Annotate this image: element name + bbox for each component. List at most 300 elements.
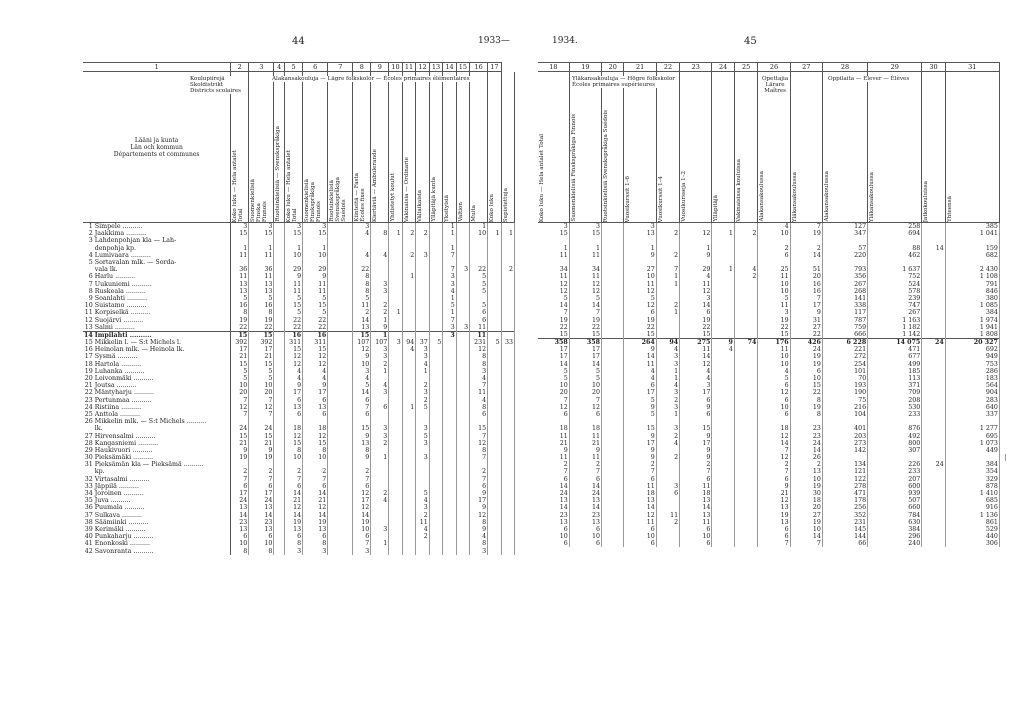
col-number-row xyxy=(83,63,515,72)
cell-value: 4 xyxy=(680,368,712,375)
cell-value: 11 xyxy=(624,281,656,288)
cell-value: 7 xyxy=(470,432,488,439)
column-header xyxy=(470,72,488,223)
cell-value xyxy=(371,237,389,244)
cell-value: 6 xyxy=(353,483,371,490)
municipality-name: vala lk. xyxy=(94,266,231,273)
cell-value: 11 xyxy=(538,252,569,259)
cell-value: 6 xyxy=(231,483,249,490)
cell-value: 258 xyxy=(868,223,922,231)
cell-value: 2 xyxy=(416,230,429,237)
column-header-text: Muita xyxy=(471,205,478,222)
cell-value xyxy=(758,237,790,244)
cell-value: 178 xyxy=(822,497,867,504)
row-number: 6 xyxy=(88,273,93,281)
cell-value xyxy=(488,397,501,404)
cell-value: 462 xyxy=(868,252,922,259)
cell-value xyxy=(601,223,624,231)
cell-value: 7 xyxy=(443,266,456,273)
cell-value xyxy=(303,237,328,244)
cell-value: 9 xyxy=(624,447,656,454)
cell-value: 26 xyxy=(790,454,822,461)
table-row xyxy=(83,353,515,360)
cell-value: 12 xyxy=(470,440,488,447)
cell-value xyxy=(285,461,303,468)
cell-value: 220 xyxy=(822,252,867,259)
cell-value xyxy=(922,353,945,360)
cell-value xyxy=(274,273,285,280)
cell-value xyxy=(601,361,624,368)
cell-value xyxy=(429,302,442,309)
cell-value xyxy=(456,331,469,339)
cell-value: 4 xyxy=(712,346,735,353)
cell-value xyxy=(328,223,353,231)
cell-value: 70 xyxy=(822,375,867,382)
cell-value xyxy=(429,476,442,483)
cell-value: 2 xyxy=(371,490,389,497)
cell-value: 2 xyxy=(353,309,371,316)
cell-value xyxy=(601,259,624,266)
cell-value: 2 xyxy=(656,397,679,404)
cell-value: 492 xyxy=(868,432,922,439)
cell-value xyxy=(274,411,285,418)
cell-value xyxy=(712,281,735,288)
cell-value: 904 xyxy=(945,389,999,396)
cell-value: 10 xyxy=(353,361,371,368)
cell-value: 11 xyxy=(680,483,712,490)
cell-value: 2 xyxy=(656,519,679,526)
cell-value xyxy=(712,259,735,266)
cell-value: 2 xyxy=(569,461,601,468)
municipality-name: Mäntyharju .......... xyxy=(94,389,231,396)
cell-value: 6 xyxy=(285,533,303,540)
cell-value: 11 xyxy=(303,288,328,295)
cell-value: 21 xyxy=(231,440,249,447)
cell-value: 12 xyxy=(470,512,488,519)
cell-value xyxy=(922,302,945,309)
cell-value xyxy=(712,432,735,439)
cell-value: 2 xyxy=(656,252,679,259)
cell-value: 8 xyxy=(470,519,488,526)
cell-value: 11 xyxy=(538,273,569,280)
cell-value xyxy=(328,316,353,323)
stub-header: Lääni ja kunta Län och kommun Départements et communes xyxy=(83,72,231,223)
table-row xyxy=(538,252,1006,259)
cell-value xyxy=(416,476,429,483)
cell-value xyxy=(274,252,285,259)
cell-value xyxy=(456,411,469,418)
cell-value: 9 xyxy=(624,346,656,353)
cell-value: 6 xyxy=(538,540,569,547)
cell-value: 380 xyxy=(945,295,999,302)
cell-value: 499 xyxy=(868,361,922,368)
cell-value xyxy=(429,237,442,244)
cell-value xyxy=(274,237,285,244)
row-number: 30 xyxy=(84,454,93,462)
cell-value: 14 xyxy=(285,490,303,497)
municipality-name: kp. xyxy=(94,468,231,475)
cell-value: 11 xyxy=(656,512,679,519)
table-row xyxy=(538,230,1006,237)
col-number: 20 xyxy=(601,63,624,72)
cell-value: 578 xyxy=(868,288,922,295)
cell-value xyxy=(274,547,285,554)
cell-value xyxy=(822,237,867,244)
municipality-name: lk. xyxy=(94,425,231,432)
oppilaita-label: Oppilaita — Elever — Élèves xyxy=(828,76,910,82)
cell-value xyxy=(416,288,429,295)
cell-value: 14 xyxy=(231,512,249,519)
municipality-name: Kangasniemi .......... xyxy=(94,440,231,447)
cell-value: 9 xyxy=(569,447,601,454)
cell-value: 94 xyxy=(656,339,679,347)
cell-value: 1 xyxy=(303,245,328,252)
cell-value: 20 xyxy=(569,389,601,396)
cell-value xyxy=(456,309,469,316)
cell-value xyxy=(274,331,285,339)
cell-value xyxy=(488,411,501,418)
cell-value xyxy=(922,526,945,533)
cell-value: 709 xyxy=(868,389,922,396)
cell-value: 15 xyxy=(303,346,328,353)
column-header xyxy=(569,72,601,223)
cell-value: 4 xyxy=(656,346,679,353)
cell-value xyxy=(734,281,757,288)
cell-value: 4 xyxy=(416,497,429,504)
page-number-right: 45 xyxy=(744,36,757,47)
cell-value xyxy=(470,252,488,259)
cell-value: 1 xyxy=(371,331,389,339)
table-row xyxy=(538,259,1006,266)
cell-value xyxy=(656,324,679,331)
col-number-row xyxy=(538,63,1006,72)
cell-value xyxy=(416,237,429,244)
cell-value xyxy=(443,353,456,360)
cell-value: 22 xyxy=(680,324,712,331)
cell-value xyxy=(601,309,624,316)
cell-value xyxy=(402,397,415,404)
cell-value: 6 xyxy=(656,490,679,497)
cell-value: 9 xyxy=(470,504,488,511)
cell-value: 15 xyxy=(303,230,328,237)
cell-value: 15 xyxy=(285,230,303,237)
cell-value xyxy=(443,454,456,461)
cell-value xyxy=(656,447,679,454)
cell-value: 18 xyxy=(680,490,712,497)
cell-value xyxy=(328,533,353,540)
cell-value xyxy=(429,281,442,288)
cell-value: 2 xyxy=(402,252,415,259)
table-row xyxy=(83,316,515,323)
cell-value: 9 xyxy=(538,447,569,454)
cell-value xyxy=(402,361,415,368)
cell-value: 4 xyxy=(470,375,488,382)
cell-value xyxy=(402,353,415,360)
cell-value xyxy=(456,497,469,504)
cell-value: 11 xyxy=(285,288,303,295)
cell-value xyxy=(371,468,389,475)
cell-value: 142 xyxy=(822,447,867,454)
cell-value: 8 xyxy=(285,447,303,454)
cell-value xyxy=(231,461,249,468)
row-number: 17 xyxy=(84,353,93,361)
cell-value: 5 xyxy=(285,295,303,302)
cell-value xyxy=(822,454,867,461)
row-number: 27 xyxy=(84,432,93,440)
cell-value: 2 xyxy=(538,461,569,468)
table-row xyxy=(83,440,515,447)
municipality-name: Savonranta .......... xyxy=(94,547,231,554)
cell-value: 8 xyxy=(249,547,274,554)
cell-value xyxy=(734,418,757,425)
cell-value xyxy=(456,483,469,490)
cell-value: 17 xyxy=(538,353,569,360)
cell-value xyxy=(429,468,442,475)
cell-value xyxy=(488,418,501,425)
row-number: 5 xyxy=(88,259,93,267)
table-row xyxy=(83,454,515,461)
cell-value xyxy=(456,512,469,519)
cell-value xyxy=(680,223,712,231)
col-number: 10 xyxy=(389,63,402,72)
table-row xyxy=(83,483,515,490)
cell-value: 11 xyxy=(249,252,274,259)
cell-value: 7 xyxy=(353,404,371,411)
cell-value xyxy=(922,281,945,288)
cell-value xyxy=(443,382,456,389)
cell-value: 17 xyxy=(569,353,601,360)
municipality-name: Enonkoski .......... xyxy=(94,540,231,547)
cell-value: 6 xyxy=(680,397,712,404)
cell-value: 23 xyxy=(538,512,569,519)
cell-value: 18 xyxy=(538,425,569,432)
row-number: 10 xyxy=(84,302,93,310)
cell-value: 10 xyxy=(790,476,822,483)
cell-value: 17 xyxy=(231,346,249,353)
column-header-text: Ylläpitäjä xyxy=(713,195,720,222)
cell-value xyxy=(456,397,469,404)
cell-value: 30 xyxy=(790,490,822,497)
cell-value: 876 xyxy=(868,425,922,432)
table-row xyxy=(83,252,515,259)
cell-value xyxy=(734,483,757,490)
cell-value: 278 xyxy=(822,483,867,490)
cell-value xyxy=(656,288,679,295)
cell-value: 183 xyxy=(945,375,999,382)
cell-value: 752 xyxy=(868,273,922,280)
cell-value: 6 xyxy=(538,476,569,483)
cell-value xyxy=(274,397,285,404)
cell-value xyxy=(601,389,624,396)
cell-value: 19 xyxy=(790,483,822,490)
cell-value: 9 xyxy=(680,432,712,439)
cell-value xyxy=(328,526,353,533)
cell-value: 878 xyxy=(945,483,999,490)
cell-value: 11 xyxy=(353,302,371,309)
cell-value xyxy=(922,375,945,382)
cell-value xyxy=(712,353,735,360)
cell-value: 5 xyxy=(285,309,303,316)
municipality-name: Ruskeala .......... xyxy=(94,288,231,295)
cell-value: 24 xyxy=(790,440,822,447)
cell-value: 24 xyxy=(538,490,569,497)
cell-value xyxy=(712,302,735,309)
cell-value: 3 xyxy=(371,346,389,353)
cell-value xyxy=(231,237,249,244)
cell-value: 113 xyxy=(868,375,922,382)
cell-value xyxy=(538,259,569,266)
municipality-name: Luhanka .......... xyxy=(94,368,231,375)
cell-value xyxy=(922,266,945,273)
cell-value xyxy=(601,288,624,295)
cell-value xyxy=(488,512,501,519)
column-header-text: Kiertäviä — Ambulerande xyxy=(372,148,379,222)
cell-value xyxy=(429,375,442,382)
col-number: 30 xyxy=(922,63,945,72)
cell-value xyxy=(601,397,624,404)
table-row xyxy=(83,266,515,273)
cell-value xyxy=(274,540,285,547)
cell-value: 13 xyxy=(680,497,712,504)
cell-value: 207 xyxy=(868,476,922,483)
cell-value: 5 xyxy=(470,281,488,288)
cell-value xyxy=(734,382,757,389)
cell-value xyxy=(416,468,429,475)
municipality-name: Säämiinki .......... xyxy=(94,519,231,526)
cell-value: 24 xyxy=(249,497,274,504)
column-header xyxy=(303,72,328,223)
cell-value: 384 xyxy=(868,526,922,533)
cell-value: 507 xyxy=(868,497,922,504)
cell-value xyxy=(328,339,353,346)
cell-value xyxy=(734,519,757,526)
cell-value: 1 xyxy=(443,245,456,252)
cell-value: 37 xyxy=(416,339,429,346)
municipality-name: Leivonmäki .......... xyxy=(94,375,231,382)
cell-value: 190 xyxy=(822,389,867,396)
cell-value xyxy=(712,397,735,404)
cell-value: 14 xyxy=(758,440,790,447)
cell-value xyxy=(274,497,285,504)
cell-value xyxy=(389,411,402,418)
cell-value: 846 xyxy=(945,288,999,295)
cell-value: 3 xyxy=(443,324,456,332)
cell-value: 1 xyxy=(501,230,514,237)
cell-value: 1 xyxy=(488,230,501,237)
cell-value xyxy=(429,266,442,273)
cell-value: 13 xyxy=(680,512,712,519)
row-number: 2 xyxy=(88,230,93,238)
cell-value: 9 xyxy=(624,454,656,461)
col-number: 15 xyxy=(456,63,469,72)
table-row xyxy=(83,230,515,237)
cell-value xyxy=(429,519,442,526)
cell-value: 3 xyxy=(371,281,389,288)
cell-value xyxy=(443,526,456,533)
municipality-name: Suistamo .......... xyxy=(94,302,231,309)
table-row xyxy=(538,483,1006,490)
cell-value: 14 xyxy=(790,533,822,540)
cell-value xyxy=(601,497,624,504)
cell-value: 13 xyxy=(249,281,274,288)
cell-value xyxy=(456,353,469,360)
cell-value: 1 xyxy=(443,230,456,237)
cell-value xyxy=(274,418,285,425)
cell-value: 2 xyxy=(416,512,429,519)
cell-value: 3 xyxy=(656,404,679,411)
cell-value: 12 xyxy=(353,346,371,353)
row-number: 24 xyxy=(84,403,93,411)
cell-value: 11 xyxy=(303,281,328,288)
cell-value: 11 xyxy=(538,432,569,439)
cell-value xyxy=(416,411,429,418)
cell-value: 1 xyxy=(416,368,429,375)
cell-value xyxy=(402,382,415,389)
cell-value xyxy=(712,504,735,511)
cell-value: 7 xyxy=(569,397,601,404)
cell-value: 9 xyxy=(470,490,488,497)
cell-value: 23 xyxy=(569,512,601,519)
table-row xyxy=(83,324,515,332)
cell-value: 3 xyxy=(416,504,429,511)
cell-value: 10 xyxy=(353,526,371,533)
cell-value xyxy=(371,295,389,302)
cell-value xyxy=(274,425,285,432)
cell-value xyxy=(456,302,469,309)
cell-value xyxy=(443,483,456,490)
cell-value xyxy=(488,454,501,461)
row-number xyxy=(83,425,94,432)
cell-value: 2 xyxy=(416,533,429,540)
cell-value: 3 xyxy=(353,223,371,231)
cell-value xyxy=(328,404,353,411)
cell-value: 12 xyxy=(285,504,303,511)
cell-value xyxy=(456,490,469,497)
cell-value: 3 xyxy=(680,295,712,302)
cell-value xyxy=(488,440,501,447)
municipality-name: Suojärvi .......... xyxy=(94,316,231,323)
column-header xyxy=(680,72,712,223)
row-number: 26 xyxy=(84,418,93,426)
cell-value xyxy=(402,324,415,332)
cell-value xyxy=(443,346,456,353)
cell-value xyxy=(429,397,442,404)
cell-value: 3 xyxy=(656,353,679,360)
cell-value: 630 xyxy=(868,519,922,526)
cell-value xyxy=(443,519,456,526)
cell-value: 10 xyxy=(249,540,274,547)
cell-value xyxy=(443,432,456,439)
cell-value: 6 xyxy=(758,526,790,533)
cell-value: 22 xyxy=(231,324,249,332)
cell-value: 12 xyxy=(538,288,569,295)
cell-value: 1 xyxy=(656,368,679,375)
cell-value: 12 xyxy=(303,432,328,439)
cell-value xyxy=(922,288,945,295)
cell-value xyxy=(488,461,501,468)
column-header-text: Ruotsinkielisiä Svenskspråkiga Suédois xyxy=(602,109,609,222)
cell-value xyxy=(712,411,735,418)
cell-value: 12 xyxy=(569,404,601,411)
cell-value xyxy=(538,237,569,244)
cell-value: 17 xyxy=(249,346,274,353)
cell-value xyxy=(274,324,285,332)
col-number: 28 xyxy=(822,63,867,72)
cell-value: 2 xyxy=(402,230,415,237)
cell-value xyxy=(456,468,469,475)
cell-value: 15 xyxy=(231,331,249,339)
cell-value: 12 xyxy=(231,404,249,411)
